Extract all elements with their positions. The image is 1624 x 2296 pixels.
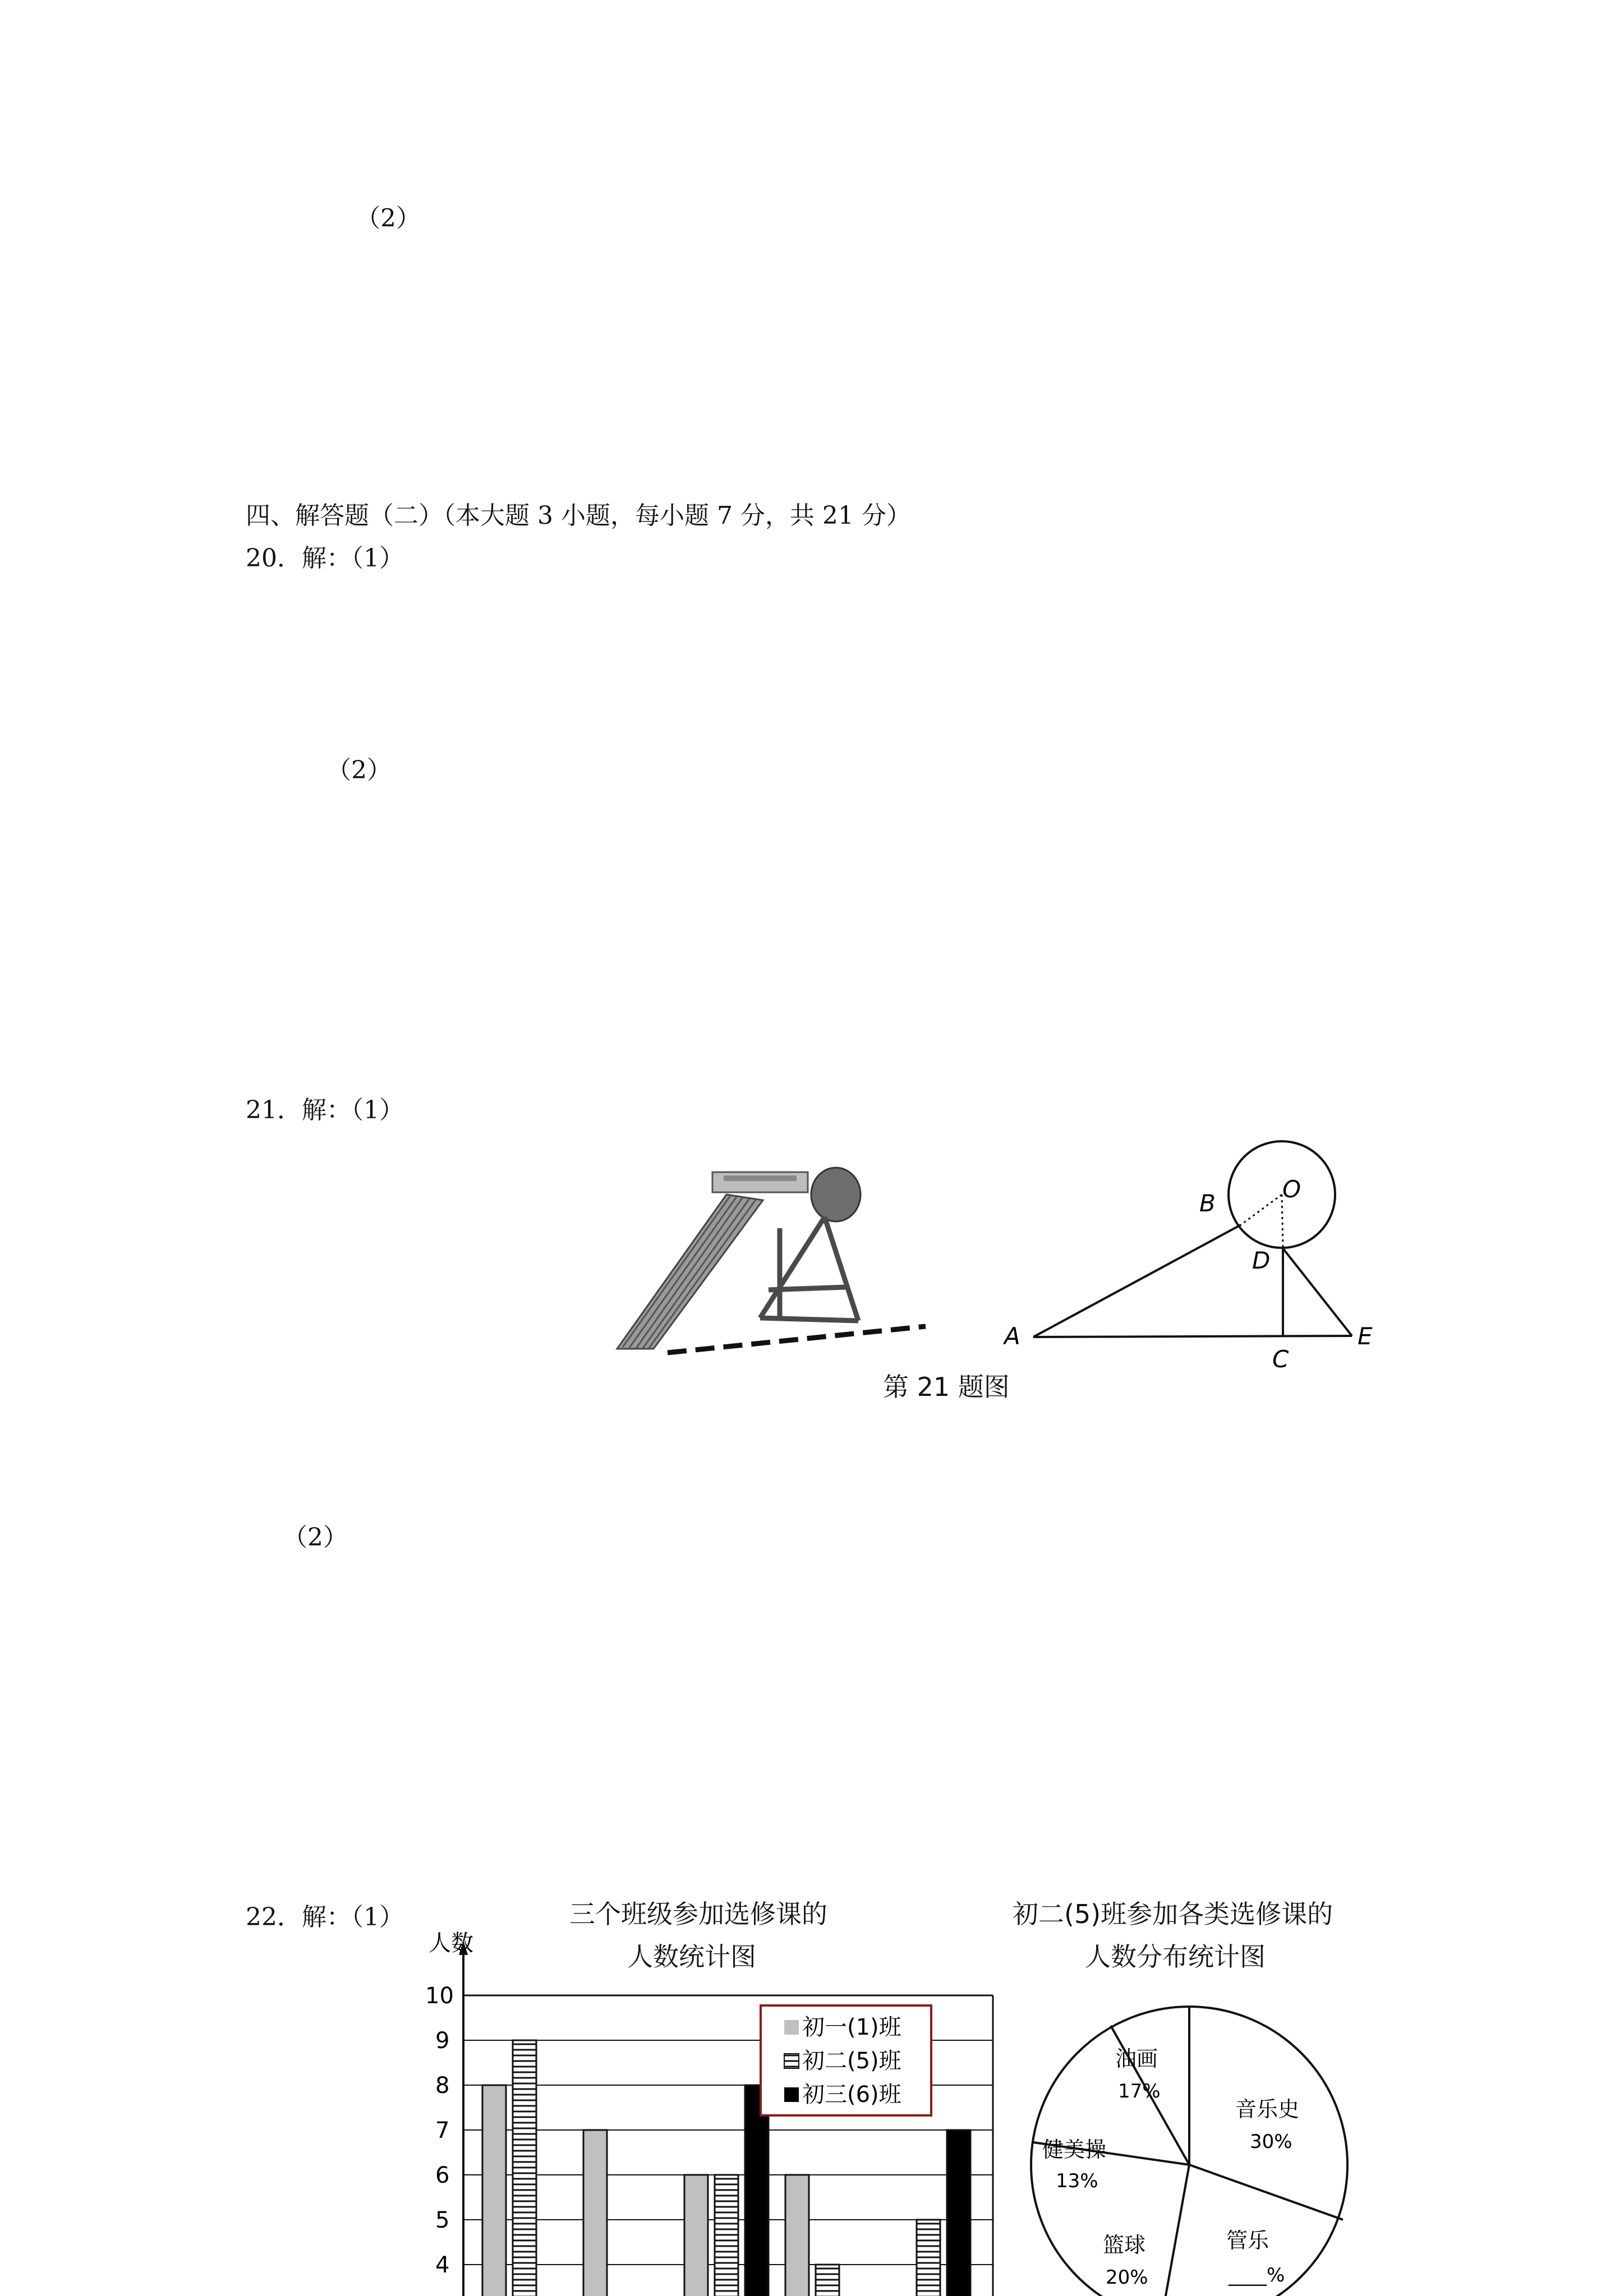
bar-chart-legend: [761, 2005, 931, 2115]
pie-pct-youhua: 17%: [1118, 2080, 1161, 2103]
pie-label-guanyue: 管乐: [1226, 2228, 1269, 2253]
y-tick-label: 6: [435, 2163, 450, 2188]
label-c: C: [1272, 1345, 1289, 1373]
bar-chart: [415, 1929, 1010, 2296]
y-tick-label: 7: [435, 2118, 450, 2143]
pie-pct-lanqiu: 20%: [1106, 2266, 1148, 2289]
section-heading: 四、解答题（二）（本大题 3 小题，每小题 7 分，共 21 分）: [246, 501, 911, 530]
y-tick-label: 10: [425, 1983, 454, 2009]
bar-1-1: [482, 2085, 506, 2296]
bar-1-2: [583, 2130, 607, 2296]
y-tick-label: 8: [435, 2073, 450, 2099]
bar-2-1: [513, 2040, 536, 2296]
q21-part2-label: （2）: [283, 1523, 348, 1552]
y-tick-label: 4: [435, 2252, 450, 2278]
bar-chart-title-line2: 人数统计图: [627, 1942, 756, 1972]
segment-de: [1283, 1248, 1352, 1336]
pie-chart: [1027, 1997, 1363, 2296]
pie-pct-yinyueshi: 30%: [1250, 2131, 1292, 2153]
label-e: E: [1358, 1322, 1373, 1350]
pie-label-lanqiu: 篮球: [1103, 2233, 1146, 2257]
solar-heater-image: [578, 1150, 959, 1363]
bar-1-4: [785, 2175, 809, 2296]
pie-label-youhua: 油画: [1115, 2046, 1158, 2071]
bar-chart-title-line1: 三个班级参加选修课的: [569, 1899, 827, 1929]
label-b: B: [1199, 1190, 1216, 1217]
segment-ab: [1033, 1225, 1241, 1337]
label-d: D: [1252, 1247, 1271, 1274]
pie-pct-guanyue: ____%: [1229, 2264, 1285, 2286]
geometry-figure: [987, 1138, 1391, 1380]
q20-part2-label: （2）: [326, 756, 392, 785]
bar-2-4: [816, 2265, 839, 2296]
q22-label: 22．解：（1）: [246, 1903, 404, 1931]
label-a: A: [1004, 1322, 1020, 1350]
q20-label: 20．解：（1）: [246, 544, 404, 573]
pie-pct-jianmeicao: 13%: [1056, 2170, 1098, 2192]
q21-label: 21．解：（1）: [246, 1096, 404, 1124]
legend-label-3: 初三(6)班: [802, 2082, 901, 2108]
pie-chart-title-line2: 人数分布统计图: [1085, 1942, 1266, 1972]
bar-1-3: [684, 2175, 708, 2296]
pie-label-jianmeicao: 健美操: [1042, 2137, 1107, 2162]
legend-swatch-2: [784, 2054, 799, 2068]
legend-swatch-1: [784, 2020, 799, 2035]
bar-3-3: [745, 2085, 769, 2296]
pie-chart-title-line1: 初二(5)班参加各类选修课的: [1013, 1899, 1333, 1929]
legend-label-1: 初一(1)班: [802, 2014, 901, 2040]
legend-swatch-3: [784, 2087, 799, 2102]
segment-ae: [1033, 1336, 1352, 1337]
y-tick-label: 5: [435, 2207, 450, 2233]
bar-2-5: [917, 2220, 940, 2296]
pie-label-yinyueshi: 音乐史: [1235, 2097, 1300, 2122]
q19-part2-label: （2）: [356, 204, 421, 233]
q21-figure-caption: 第 21 题图: [883, 1372, 1010, 1402]
label-o: O: [1282, 1175, 1301, 1203]
bar-chart-ylabel: 人数: [429, 1930, 473, 1956]
bar-3-5: [947, 2130, 970, 2296]
legend-label-2: 初二(5)班: [802, 2048, 901, 2074]
bar-2-3: [715, 2175, 738, 2296]
dotted-ob: [1241, 1195, 1282, 1225]
y-tick-label: 9: [435, 2028, 450, 2054]
